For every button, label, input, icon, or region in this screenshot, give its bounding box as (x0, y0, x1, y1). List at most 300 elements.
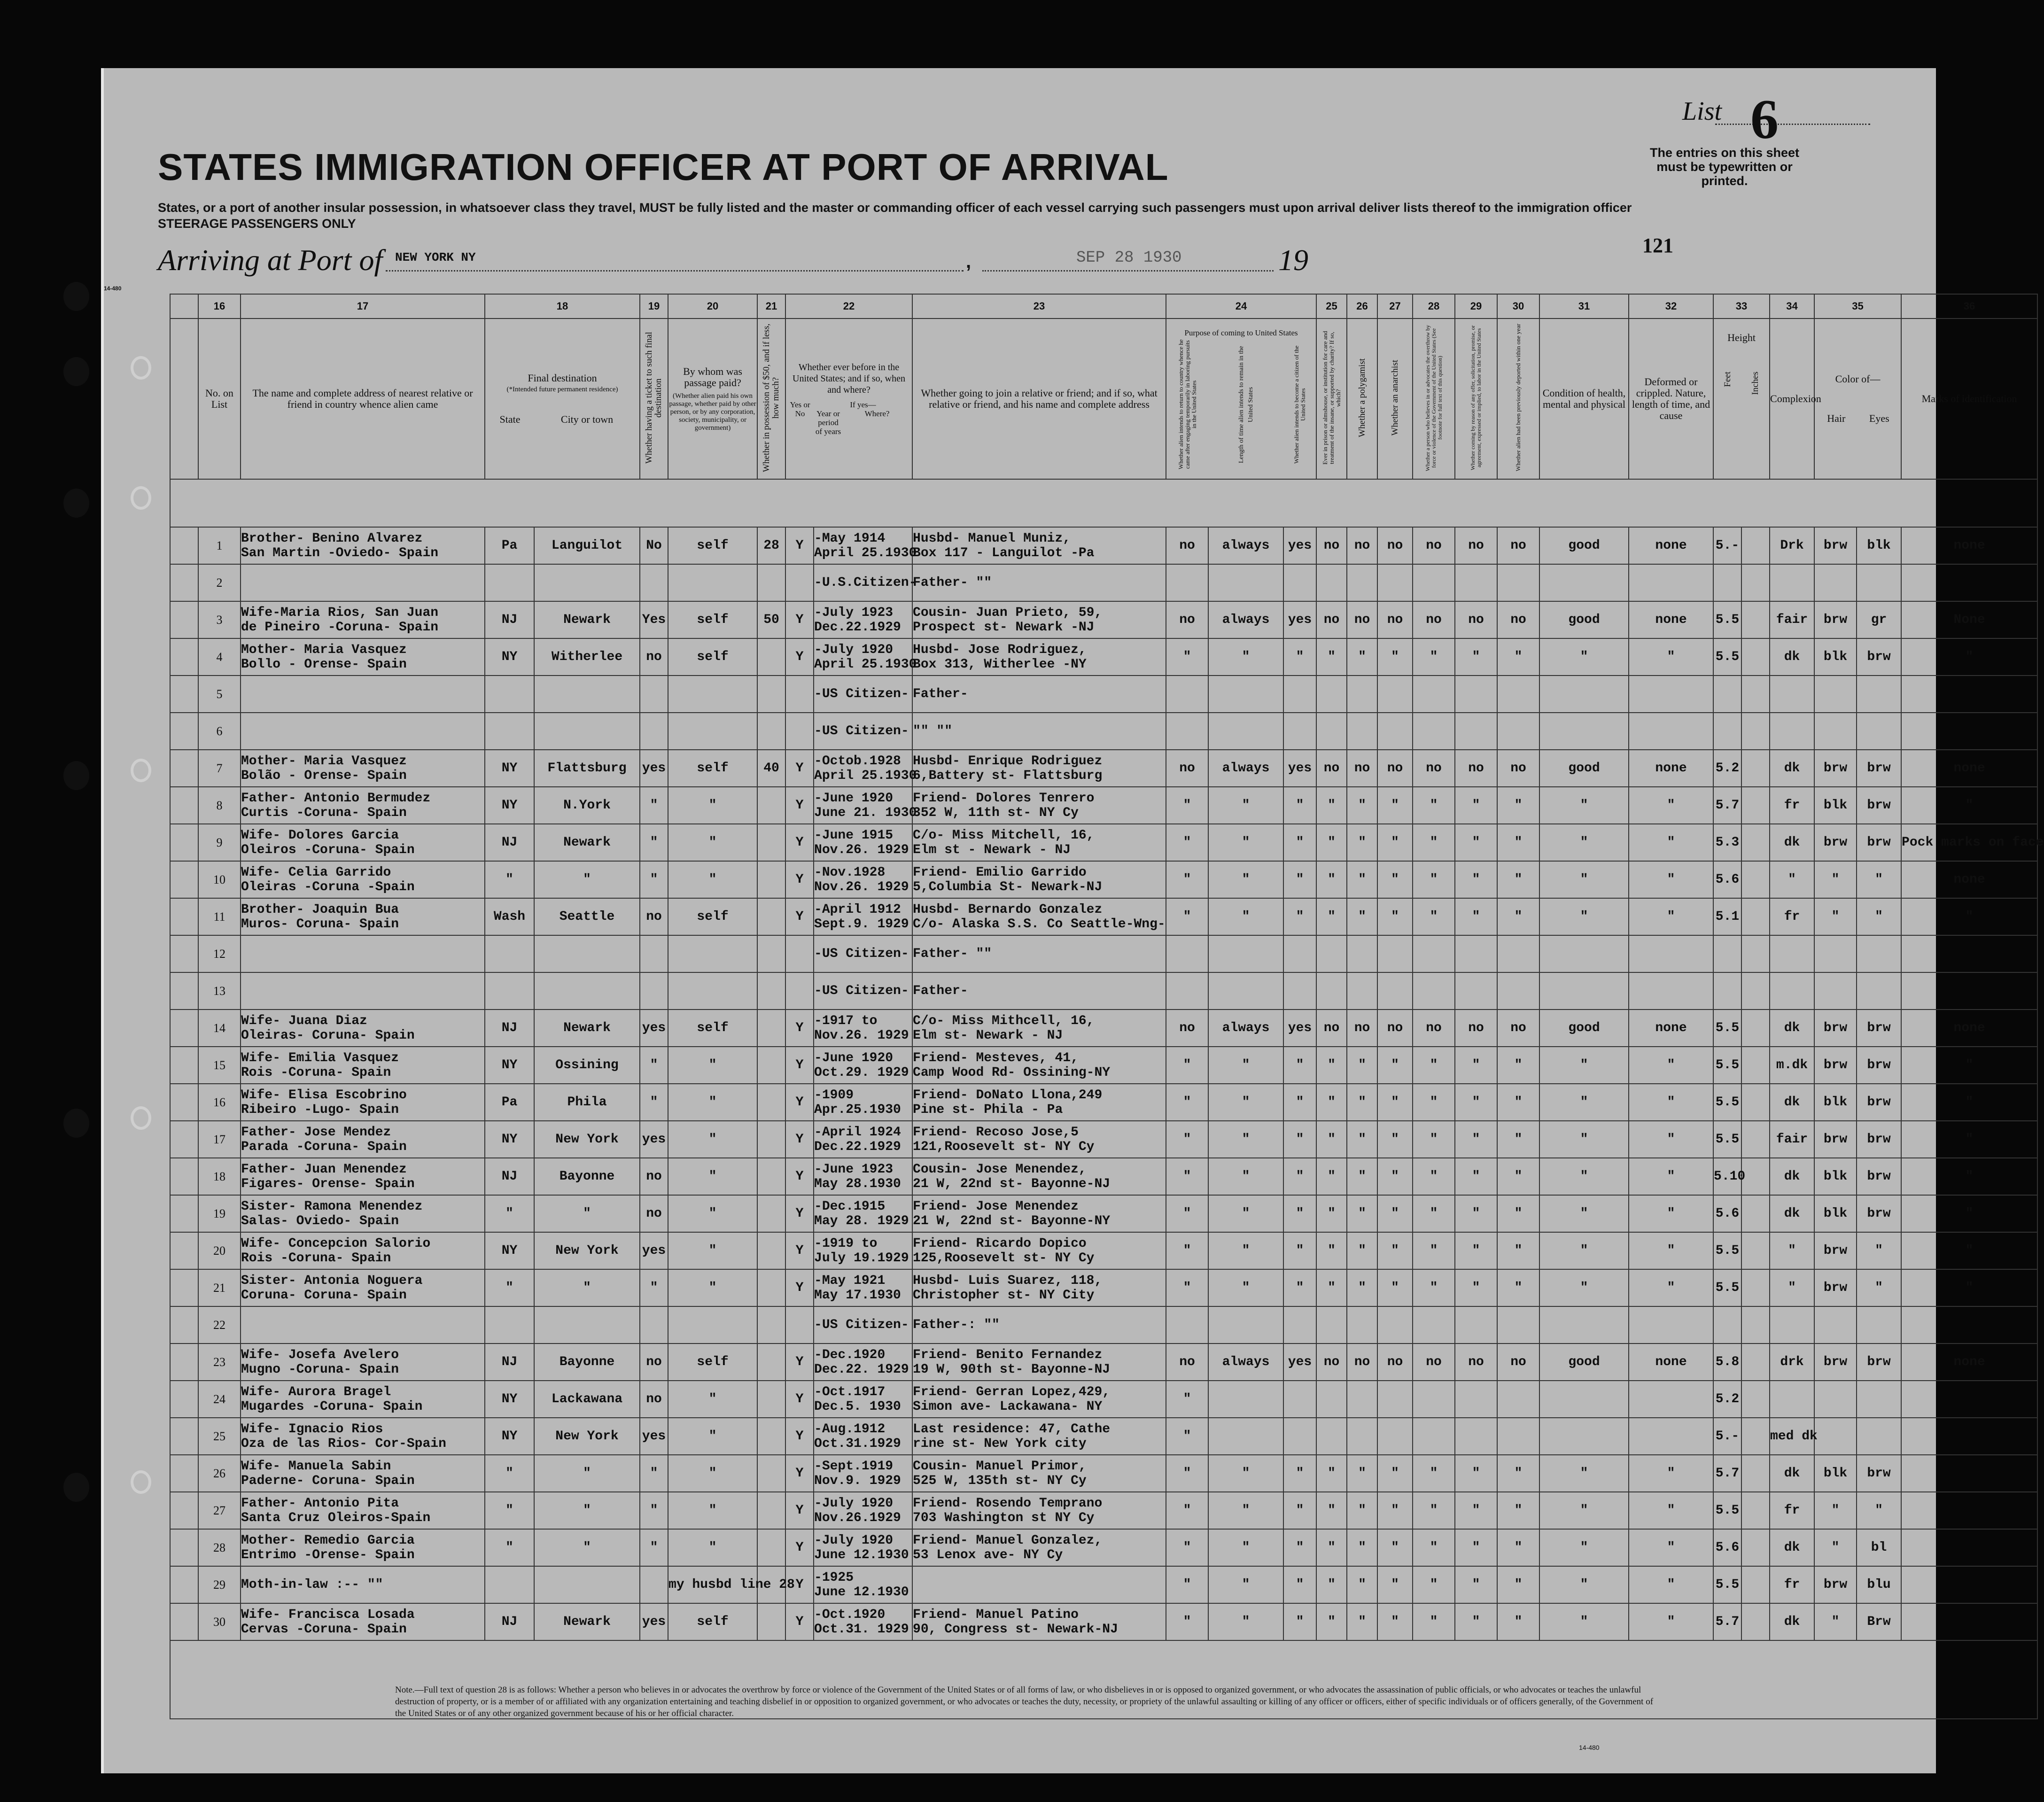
cell-cash (757, 1084, 785, 1121)
cell-yn: Y (785, 1084, 814, 1121)
cell-cash (757, 1455, 785, 1492)
cell-st (485, 972, 534, 1010)
cell-len: " (1208, 1529, 1283, 1566)
cell-p29: " (1455, 1529, 1497, 1566)
cell-cx (1770, 676, 1814, 713)
cell-tk: " (640, 1084, 668, 1121)
cell-city: " (534, 1269, 640, 1306)
cell-p30: " (1497, 787, 1539, 824)
cell-n: 5 (198, 676, 241, 713)
cell-cit: " (1283, 1492, 1316, 1529)
cell-cash (757, 1418, 785, 1455)
cell-yn: Y (785, 1344, 814, 1381)
cell-p26: no (1347, 750, 1377, 787)
cell-in (1741, 861, 1770, 898)
cell-city: " (534, 861, 640, 898)
cell-tk: " (640, 1455, 668, 1492)
cell-p26: no (1347, 1344, 1377, 1381)
cell-marks: " (1901, 1269, 2037, 1306)
cell-yr: -US Citizen- (814, 713, 912, 750)
cell-ft: 5.3 (1713, 824, 1741, 861)
cell-cash (757, 1529, 785, 1566)
cell-p29: " (1455, 861, 1497, 898)
cell-ft: 5.- (1713, 527, 1741, 564)
passenger-row (170, 972, 2037, 1010)
cell-st: " (485, 1195, 534, 1232)
cell-hair: blk (1814, 1455, 1857, 1492)
cell-cit: yes (1283, 601, 1316, 638)
cell-yr: -U.S.Citizen- (814, 564, 912, 601)
cell-join: Husbd- Luis Suarez, 118, Christopher st- NY City (912, 1269, 1166, 1306)
cell-p26: " (1347, 1195, 1377, 1232)
cell-st: NY (485, 787, 534, 824)
cell-p26: " (1347, 787, 1377, 824)
cell-join: Friend- Rosendo Temprano 703 Washington st NY Cy (912, 1492, 1166, 1529)
cell-ft: 5.5 (1713, 1492, 1741, 1529)
cell-ft: 5.6 (1713, 1195, 1741, 1232)
cell-p25: " (1316, 1455, 1347, 1492)
cell-p25: " (1316, 787, 1347, 824)
cell-p28: " (1413, 898, 1455, 935)
cell-cash (757, 1381, 785, 1418)
cell-tk: yes (640, 750, 668, 787)
cell-tk: " (640, 1269, 668, 1306)
cell-rel: Wife-Maria Rios, San Juan de Pineiro -Coruna- Spain (241, 601, 485, 638)
cell-cx: fair (1770, 1121, 1814, 1158)
cell-p25: " (1316, 861, 1347, 898)
cell-in (1741, 1158, 1770, 1195)
cell-n: 27 (198, 1492, 241, 1529)
cell-cit (1283, 935, 1316, 972)
cell-p28: " (1413, 1603, 1455, 1640)
arriving-label: Arriving at Port of (158, 243, 383, 277)
cell-ft (1713, 972, 1741, 1010)
cell-yn: Y (785, 527, 814, 564)
cell-p25 (1316, 1306, 1347, 1344)
page-title: STATES IMMIGRATION OFFICER AT PORT OF ARRIVAL (158, 146, 1169, 188)
port-underline (386, 270, 964, 272)
cell-p27: no (1377, 527, 1413, 564)
cell-n: 9 (198, 824, 241, 861)
cell-p26: " (1347, 861, 1377, 898)
cell-hair (1814, 676, 1857, 713)
cell-ft: 5.7 (1713, 1455, 1741, 1492)
cell-tk: no (640, 1158, 668, 1195)
header-height: Height Feet Inches (1713, 318, 1770, 479)
cell-cit: " (1283, 1195, 1316, 1232)
cell-yr: -May 1914 April 25.1930 (814, 527, 912, 564)
cell-marks: none (1901, 750, 2037, 787)
cell-hlth: " (1539, 824, 1629, 861)
cell-p30 (1497, 972, 1539, 1010)
cell-p25: no (1316, 1010, 1347, 1047)
cell-hlth: " (1539, 1529, 1629, 1566)
cell-p27 (1377, 1306, 1413, 1344)
cell-join: Husbd- Manuel Muniz, Box 117 - Languilot -Pa (912, 527, 1166, 564)
cell-cash (757, 972, 785, 1010)
cell-marks: " (1901, 1158, 2037, 1195)
header-no-on-list: No. on List (198, 318, 241, 479)
cell-p28: " (1413, 861, 1455, 898)
cell-cash: 28 (757, 527, 785, 564)
cell-p28: no (1413, 1344, 1455, 1381)
column-headers (170, 318, 2037, 479)
cell-in (1741, 1529, 1770, 1566)
cell-paid: self (668, 1603, 757, 1640)
cell-cx: dk (1770, 1603, 1814, 1640)
cell-tk: " (640, 1492, 668, 1529)
passenger-row (170, 1455, 2037, 1492)
cell-def: " (1629, 861, 1713, 898)
cell-eyes (1857, 935, 1901, 972)
cell-cash (757, 1344, 785, 1381)
cell-cash (757, 713, 785, 750)
cell-paid: " (668, 1418, 757, 1455)
cell-eyes: brw (1857, 1010, 1901, 1047)
cell-cash (757, 564, 785, 601)
cell-n: 6 (198, 713, 241, 750)
cell-yn: Y (785, 1566, 814, 1603)
cell-p30: " (1497, 638, 1539, 676)
cell-ft: 5.- (1713, 1418, 1741, 1455)
cell-in (1741, 1418, 1770, 1455)
cell-p25 (1316, 1418, 1347, 1455)
cell-city: Languilot (534, 527, 640, 564)
cell-len: always (1208, 527, 1283, 564)
cell-n: 13 (198, 972, 241, 1010)
cell-eyes: brw (1857, 1195, 1901, 1232)
cell-ft (1713, 935, 1741, 972)
cell-rel (241, 972, 485, 1010)
cell-p28 (1413, 972, 1455, 1010)
cell-yr: -June 1923 May 28.1930 (814, 1158, 912, 1195)
cell-n: 22 (198, 1306, 241, 1344)
cell-rel: Wife- Francisca Losada Cervas -Coruna- Spain (241, 1603, 485, 1640)
cell-hair (1814, 713, 1857, 750)
cell-st: NY (485, 750, 534, 787)
cell-in (1741, 898, 1770, 935)
cell-cit: " (1283, 1529, 1316, 1566)
cell-p27 (1377, 564, 1413, 601)
cell-hlth: good (1539, 527, 1629, 564)
cell-ft: 5.8 (1713, 1344, 1741, 1381)
cell-p30: " (1497, 1566, 1539, 1603)
cell-p30: " (1497, 1269, 1539, 1306)
cell-n: 20 (198, 1232, 241, 1269)
cell-join: Father- "" (912, 564, 1166, 601)
cell-st: " (485, 1269, 534, 1306)
cell-tk: no (640, 898, 668, 935)
header-previous-us: Whether ever before in the United States; and if so, when and where? Yes or No If yes— Year or period of years Where? (785, 318, 912, 479)
cell-marks (1901, 1492, 2037, 1529)
passenger-row (170, 824, 2037, 861)
cell-len (1208, 935, 1283, 972)
cell-marks: " (1901, 1047, 2037, 1084)
cell-yn: Y (785, 638, 814, 676)
cell-p29 (1455, 1418, 1497, 1455)
cell-city (534, 564, 640, 601)
cell-yr: -July 1920 June 12.1930 (814, 1529, 912, 1566)
cell-p28: " (1413, 1121, 1455, 1158)
cell-tk (640, 1306, 668, 1344)
cell-hlth: " (1539, 1047, 1629, 1084)
cell-cx: fair (1770, 601, 1814, 638)
cell-p28: no (1413, 601, 1455, 638)
cell-p26 (1347, 564, 1377, 601)
cell-def: " (1629, 1566, 1713, 1603)
cell-cx: " (1770, 1269, 1814, 1306)
cell-rel: Father- Antonio Bermudez Curtis -Coruna- Spain (241, 787, 485, 824)
cell-join: Husbd- Enrique Rodriguez 6,Battery st- Flattsburg (912, 750, 1166, 787)
header-final-destination: Final destination (*Intended future permanent residence) State City or town (485, 318, 640, 479)
passenger-row (170, 935, 2037, 972)
cell-p29: " (1455, 1492, 1497, 1529)
cell-paid: my husbd line 28 (668, 1566, 757, 1603)
cell-st: NY (485, 1381, 534, 1418)
cell-yn: Y (785, 1232, 814, 1269)
cell-eyes: brw (1857, 750, 1901, 787)
cell-rel (241, 676, 485, 713)
cell-hair: blk (1814, 1084, 1857, 1121)
cell-paid: " (668, 1455, 757, 1492)
cell-yn: Y (785, 1269, 814, 1306)
cell-p29: no (1455, 601, 1497, 638)
cell-p30: " (1497, 1232, 1539, 1269)
cell-st (485, 1566, 534, 1603)
cell-yr: -US Citizen- (814, 676, 912, 713)
cell-p26: " (1347, 824, 1377, 861)
cell-p27: " (1377, 1195, 1413, 1232)
cell-ft: 5.10 (1713, 1158, 1741, 1195)
cell-hlth (1539, 713, 1629, 750)
cell-p30: " (1497, 898, 1539, 935)
cell-marks (1901, 1603, 2037, 1640)
cell-p28: " (1413, 1158, 1455, 1195)
cell-def: " (1629, 1047, 1713, 1084)
cell-def (1629, 1381, 1713, 1418)
cell-hair: brw (1814, 750, 1857, 787)
cell-st: NY (485, 638, 534, 676)
cell-p30 (1497, 676, 1539, 713)
cell-ret: no (1166, 750, 1208, 787)
cell-yr: -May 1921 May 17.1930 (814, 1269, 912, 1306)
cell-join: Friend- DoNato Llona,249 Pine st- Phila - Pa (912, 1084, 1166, 1121)
cell-n: 16 (198, 1084, 241, 1121)
cell-p27: " (1377, 1529, 1413, 1566)
cell-n: 30 (198, 1603, 241, 1640)
cell-paid: " (668, 1492, 757, 1529)
year-prefix: 19 (1278, 243, 1308, 277)
cell-hair: " (1814, 898, 1857, 935)
cell-def: " (1629, 1232, 1713, 1269)
cell-p30: " (1497, 1047, 1539, 1084)
cell-yr: -Dec.1920 Dec.22. 1929 (814, 1344, 912, 1381)
cell-marks (1901, 1306, 2037, 1344)
cell-p26: " (1347, 1492, 1377, 1529)
cell-def: " (1629, 638, 1713, 676)
cell-cash (757, 787, 785, 824)
cell-n: 14 (198, 1010, 241, 1047)
cell-cx: med dk (1770, 1418, 1814, 1455)
cell-eyes: brw (1857, 1455, 1901, 1492)
cell-st: NJ (485, 1344, 534, 1381)
header-deported: Whether alien had been previously deported within one year (1497, 318, 1539, 479)
cell-ft: 5.5 (1713, 1084, 1741, 1121)
cell-def: none (1629, 1010, 1713, 1047)
cell-yr: -July 1920 April 25.1930 (814, 638, 912, 676)
cell-city: Bayonne (534, 1158, 640, 1195)
cell-paid: " (668, 1232, 757, 1269)
cell-p30: " (1497, 1492, 1539, 1529)
cell-len: always (1208, 601, 1283, 638)
cell-p29: " (1455, 787, 1497, 824)
passenger-row (170, 1492, 2037, 1529)
cell-eyes: Brw (1857, 1603, 1901, 1640)
cell-join: C/o- Miss Mitchell, 16, Elm st - Newark - NJ (912, 824, 1166, 861)
cell-eyes: " (1857, 1232, 1901, 1269)
header-joining: Whether going to join a relative or friend; and if so, what relative or friend, and his name and complete address (912, 318, 1166, 479)
cell-marks: " (1901, 1121, 2037, 1158)
punch-ring (131, 486, 151, 510)
cell-def: " (1629, 1084, 1713, 1121)
cell-hlth: " (1539, 1232, 1629, 1269)
cell-cit: " (1283, 1232, 1316, 1269)
cell-eyes (1857, 972, 1901, 1010)
cell-join: Husbd- Jose Rodriguez, Box 313, Witherlee -NY (912, 638, 1166, 676)
manifest-sheet: STATES IMMIGRATION OFFICER AT PORT OF ARRIVAL States, or a port of another insular possession, in whatsoever class they travel, MUST be fully listed and the master or commanding officer of each vessel carrying such passengers must upon arrival deliver lists thereof to the immigration officer STEERAGE PASSENGERS ONLY List 6 The entries on this sheet must be typewritten or printed. 121 Arriving at Port of NEW YORK NY , SEP 28 1930 19 14-480 16 17 18 19 20 21 22 23 24 25 26 27 28 29 30 31 32 33 34 35 36 No. on List The name and complete address of nearest relative or friend in country whence alien came Final destination (*Intended future permanent residence) State City or town Whether having a ticket to such final destination By whom was passage paid? (Whether alien paid his own passage, whether paid by other person, or by any corporation, society, municipality, or government) Whether in possession of $50, and if less, how much? Whether ever before in the United States; and if so, when and where? Yes or No If yes— Year or period of years Where? Whether going to join a relative or friend; and if so, what relative or friend, and his name and complete address Purpose of coming to United States Whether alien intends to return to country whence he came after engaging temporarily in laboring pursuits in the United States Length of time alien intends to remain in the United States Whether alien intends to become a citizen of the United States Ever in prison or almshouse, or institution for care and treatment of the insane, or supported by charity? If so, which? Whether a polygamist Whether an anarchist Whether a person who believes in or advocates the overthrow by force or violence of the Government of the United States (See footnote for full text of this question) Whether coming by reason of any offer, solicitation, promise, or agreement, expressed or implied, to labor in the United States Whether alien had been previously deported within one year Condition of health, mental and physical Deformed or crippled. Nature, length of time, and cause Height Feet Inches Complexion Color of— Hair Eyes Marks of identification 1 Brother- Benino Alvarez San Martin -Oviedo- Spain Pa Languilot No self 28 Y -May 1914 April 25.1930 Husbd- Manuel Muniz, Box 117 - Languilot -Pa no always yes no no no no no no good none 5.- Drk brw blk none 2 -U.S.Citizen- Father- "" 3 Wife-Maria Rios, San Juan de Pineiro -Coruna- Spain NJ Newark Yes self 50 Y -July 1923 Dec.22.1929 Cousin- Juan Prieto, 59, Prospect st- Newark -NJ no always yes no no no no no no good none 5.5 fair brw gr None 4 Mother- Maria Vasquez Bollo - Orense- Spain NY Witherlee no self Y -July 1920 April 25.1930 Husbd- Jose Rodriguez, Box 313, Witherlee -NY " " " " " " " " " " " 5.5 dk blk brw " 5 -US Citizen- Father- 6 -US Citizen- "" "" 7 Mother- Maria Vasquez Bolão - Orense- Spain NY Flattsburg yes self 40 Y -Octob.1928 April 25.1930 Husbd- Enrique Rodriguez 6,Battery st- Flattsburg no always yes no no no no no no good none 5.2 dk brw brw none 8 Father- Antonio Bermudez Curtis -Coruna- Spain NY N.York " " Y -June 1920 June 21. 1930 Friend- Dolores Tenrero 352 W, 11th st- NY Cy " " " " " " " " " " " 5.7 fr blk brw " 9 Wife- Dolores Garcia Oleiros -Coruna- Spain NJ Newark " " Y -June 1915 Nov.26. 1929 C/o- Miss Mitchell, 16, Elm st - Newark - NJ " " " " " " " " " " " 5.3 dk brw brw Pock marks on face 10 Wife- Celia Garrido Oleiras -Coruna -Spain " " " " Y -Nov.1928 Nov.26. 1929 Friend- Emilio Garrido 5,Columbia St- Newark-NJ " " " " " " " " " " " 5.6 " " " none 11 Brother- Joaquin Bua Muros- Coruna- Spain Wash Seattle no self Y -April 1912 Sept.9. 1929 Husbd- Bernardo Gonzalez C/o- Alaska S.S. Co Seattle-Wng- " " " " " " " " " " " 5.1 fr " " " 12 -US Citizen- Father- "" 13 -US Citizen- Father- 14 Wife- Juana Diaz Oleiras- Coruna- Spain NJ Newark yes self Y -1917 to Nov.26. 1929 C/o- Miss Mithcell, 16, Elm st- Newark - NJ no always yes no no no no no no good none 5.5 dk brw brw none 15 Wife- Emilia Vasquez Rois -Coruna- Spain NY Ossining " " Y -June 1920 Oct.29. 1929 Friend- Mesteves, 41, Camp Wood Rd- Ossining-NY " " " " " " " " " " " 5.5 m.dk brw brw " 16 Wife- Elisa Escobrino Ribeiro -Lugo- Spain Pa Phila " " Y -1909 Apr.25.1930 Friend- DoNato Llona,249 Pine st- Phila - Pa " " " " " " " " " " " 5.5 dk blk brw " 17 Father- Jose Mendez Parada -Coruna- Spain NY New York yes " Y -April 1924 Dec.22.1929 Friend- Recoso Jose,5 121,Roosevelt st- NY Cy " " " " " " " " " " " 5.5 fair brw brw " 18 Father- Juan Menendez Figares- Orense- Spain NJ Bayonne no " Y -June 1923 May 28.1930 Cousin- Jose Menendez, 21 W, 22nd st- Bayonne-NJ " " " " " " " " " " " 5.10 dk blk brw " 19 Sister- Ramona Menendez Salas- Oviedo- Spain " " no " Y -Dec.1915 May 28. 1929 Friend- Jose Menendez 21 W, 22nd st- Bayonne-NY " " " " " " " " " " " 5.6 dk blk brw " 20 Wife- Concepcion Salorio Rois -Coruna- Spain NY New York yes " Y -1919 to July 19.1929 Friend- Ricardo Dopico 125,Roosevelt st- NY Cy " " " " " " " " " " " 5.5 " brw " " 21 Sister- Antonia Noguera Coruna- Coruna- Spain " " " " Y -May 1921 May 17.1930 Husbd- Luis Suarez, 118, Christopher st- NY City " " " " " " " " " " " 5.5 " brw " " 22 -US Citizen- Father-: "" 23 Wife- Josefa Avelero Mugno -Coruna- Spain NJ Bayonne no self Y -Dec.1920 Dec.22. 1929 Friend- Benito Fernandez 19 W, 90th st- Bayonne-NJ no always yes no no no no no no good none 5.8 drk brw brw none 24 Wife- Aurora Bragel Mugardes -Coruna- Spain NY Lackawana no " Y -Oct.1917 Dec.5. 1930 Friend- Gerran Lopez,429, Simon ave- Lackawana- NY " 5.2 25 Wife- Ignacio Rios Oza de las Rios- Cor-Spain NY New York yes " Y -Aug.1912 Oct.31.1929 Last residence: 47, Cathe rine st- New York city " 5.- med dk 26 Wife- Manuela Sabin Paderne- Coruna- Spain " " " " Y -Sept.1919 Nov.9. 1929 Cousin- Manuel Primor, 525 W, 135th st- NY Cy " " " " " " " " " " " 5.7 dk blk brw 27 Father- Antonio Pita Santa Cruz Oleiros-Spain " " " " Y -July 1920 Nov.26.1929 Friend- Rosendo Temprano 703 Washington st NY Cy " " " " " " " " " " " 5.5 fr " " 28 Mother- Remedio Garcia Entrimo -Orense- Spain " " " " Y -July 1920 June 12.1930 Friend- Manuel Gonzalez, 53 Lenox ave- NY Cy " " " " " " " " " " " 5.6 dk " bl 29 Moth-in-law :-- "" my husbd line 28 Y -1925 June 12.1930 " " " " " " " " " " " 5.5 fr brw blu 30 Wife- Francisca Losada Cervas -Coruna- Spain NJ Newark yes self Y -Oct.1920 Oct.31. 1929 Friend- Manuel Patino 90, Congress st- Newark-NJ " " " " " " " " " " " 5.7 dk " Brw Note.—Full text of question 28 is as follows: Whether a person who believes in or advocates the overthrow by force or violence of the Government of the United States or of all forms of law, or who disbelieves in or is opposed to organized government, or who advocates the assassination of public officials, or who advocates or teaches the unlawful destruction of property, or is a member of or affiliated with any organization entertaining and teaching disbelief in or opposition to organized government, or who advocates or teaches the duty, necessity, or propriety of the unlawful assaulting or killing of any officer or officers, either of specific individuals or of officers generally, of the Government of the United States or of any other organized government because of his or her official character. 14-480 (101, 68, 1936, 1773)
cell-city: Newark (534, 601, 640, 638)
cell-p26 (1347, 935, 1377, 972)
cell-tk: no (640, 1344, 668, 1381)
cell-city (534, 1566, 640, 1603)
cell-p28 (1413, 713, 1455, 750)
header-deformed: Deformed or crippled. Nature, length of time, and cause (1629, 318, 1713, 479)
cell-join: Husbd- Bernardo Gonzalez C/o- Alaska S.S. Co Seattle-Wng- (912, 898, 1166, 935)
cell-def (1629, 564, 1713, 601)
cell-marks (1901, 713, 2037, 750)
cell-p25: no (1316, 601, 1347, 638)
cell-p30: " (1497, 1455, 1539, 1492)
cell-p29: no (1455, 527, 1497, 564)
cell-hair (1814, 1381, 1857, 1418)
cell-yn: Y (785, 1047, 814, 1084)
cell-p29: no (1455, 1010, 1497, 1047)
cell-p25: no (1316, 750, 1347, 787)
cell-city: Ossining (534, 1047, 640, 1084)
cell-p25 (1316, 564, 1347, 601)
cell-def: " (1629, 787, 1713, 824)
cell-yr: -US Citizen- (814, 972, 912, 1010)
cell-marks (1901, 935, 2037, 972)
cell-p27: no (1377, 750, 1413, 787)
cell-cx: dk (1770, 750, 1814, 787)
cell-def: " (1629, 898, 1713, 935)
cell-yr: -1925 June 12.1930 (814, 1566, 912, 1603)
binder-hole (63, 1473, 89, 1502)
cell-st: NJ (485, 1158, 534, 1195)
cell-in (1741, 527, 1770, 564)
cell-p29: " (1455, 1158, 1497, 1195)
cell-ft: 5.6 (1713, 861, 1741, 898)
cell-rel (241, 935, 485, 972)
header-complexion: Complexion (1770, 318, 1814, 479)
cell-p28: " (1413, 1529, 1455, 1566)
cell-in (1741, 1121, 1770, 1158)
cell-p27: " (1377, 1603, 1413, 1640)
cell-hair: blk (1814, 1195, 1857, 1232)
cell-st: " (485, 861, 534, 898)
cell-yn: Y (785, 750, 814, 787)
cell-p30: " (1497, 1158, 1539, 1195)
cell-st: Pa (485, 527, 534, 564)
cell-n: 26 (198, 1455, 241, 1492)
cell-cx: dk (1770, 638, 1814, 676)
cell-n: 21 (198, 1269, 241, 1306)
cell-len: " (1208, 898, 1283, 935)
cell-paid: " (668, 1084, 757, 1121)
cell-paid (668, 676, 757, 713)
cell-n: 8 (198, 787, 241, 824)
cell-marks: " (1901, 1195, 2037, 1232)
cell-city: Phila (534, 1084, 640, 1121)
cell-cash (757, 1603, 785, 1640)
cell-p29 (1455, 564, 1497, 601)
cell-yr: -June 1915 Nov.26. 1929 (814, 824, 912, 861)
cell-marks: " (1901, 638, 2037, 676)
cell-eyes: brw (1857, 1121, 1901, 1158)
cell-tk: Yes (640, 601, 668, 638)
cell-cash: 50 (757, 601, 785, 638)
cell-join: Father- "" (912, 935, 1166, 972)
cell-p26: " (1347, 638, 1377, 676)
cell-marks: Pock marks on face (1901, 824, 2037, 861)
cell-ret: no (1166, 601, 1208, 638)
cell-p28 (1413, 935, 1455, 972)
cell-st: NJ (485, 824, 534, 861)
passenger-row (170, 1047, 2037, 1084)
cell-marks (1901, 676, 2037, 713)
cell-len (1208, 1418, 1283, 1455)
cell-len: " (1208, 1232, 1283, 1269)
cell-p29: " (1455, 1121, 1497, 1158)
cell-p29 (1455, 676, 1497, 713)
header-money: Whether in possession of $50, and if less, how much? (757, 318, 785, 479)
cell-tk (640, 713, 668, 750)
cell-cash (757, 861, 785, 898)
cell-yr: -Aug.1912 Oct.31.1929 (814, 1418, 912, 1455)
cell-st: Pa (485, 1084, 534, 1121)
cell-rel: Wife- Celia Garrido Oleiras -Coruna -Spain (241, 861, 485, 898)
cell-p26: " (1347, 1269, 1377, 1306)
cell-st: NY (485, 1232, 534, 1269)
cell-eyes: blu (1857, 1566, 1901, 1603)
cell-in (1741, 1603, 1770, 1640)
cell-p29: " (1455, 1047, 1497, 1084)
cell-eyes (1857, 1306, 1901, 1344)
cell-cx: " (1770, 1232, 1814, 1269)
passenger-row (170, 527, 2037, 564)
cell-cx: dk (1770, 1529, 1814, 1566)
cell-eyes: brw (1857, 1344, 1901, 1381)
cell-yn (785, 935, 814, 972)
cell-p25: " (1316, 898, 1347, 935)
cell-n: 17 (198, 1121, 241, 1158)
header-health: Condition of health, mental and physical (1539, 318, 1629, 479)
cell-p25 (1316, 713, 1347, 750)
cell-paid: self (668, 750, 757, 787)
cell-ft (1713, 676, 1741, 713)
cell-rel: Sister- Ramona Menendez Salas- Oviedo- Spain (241, 1195, 485, 1232)
